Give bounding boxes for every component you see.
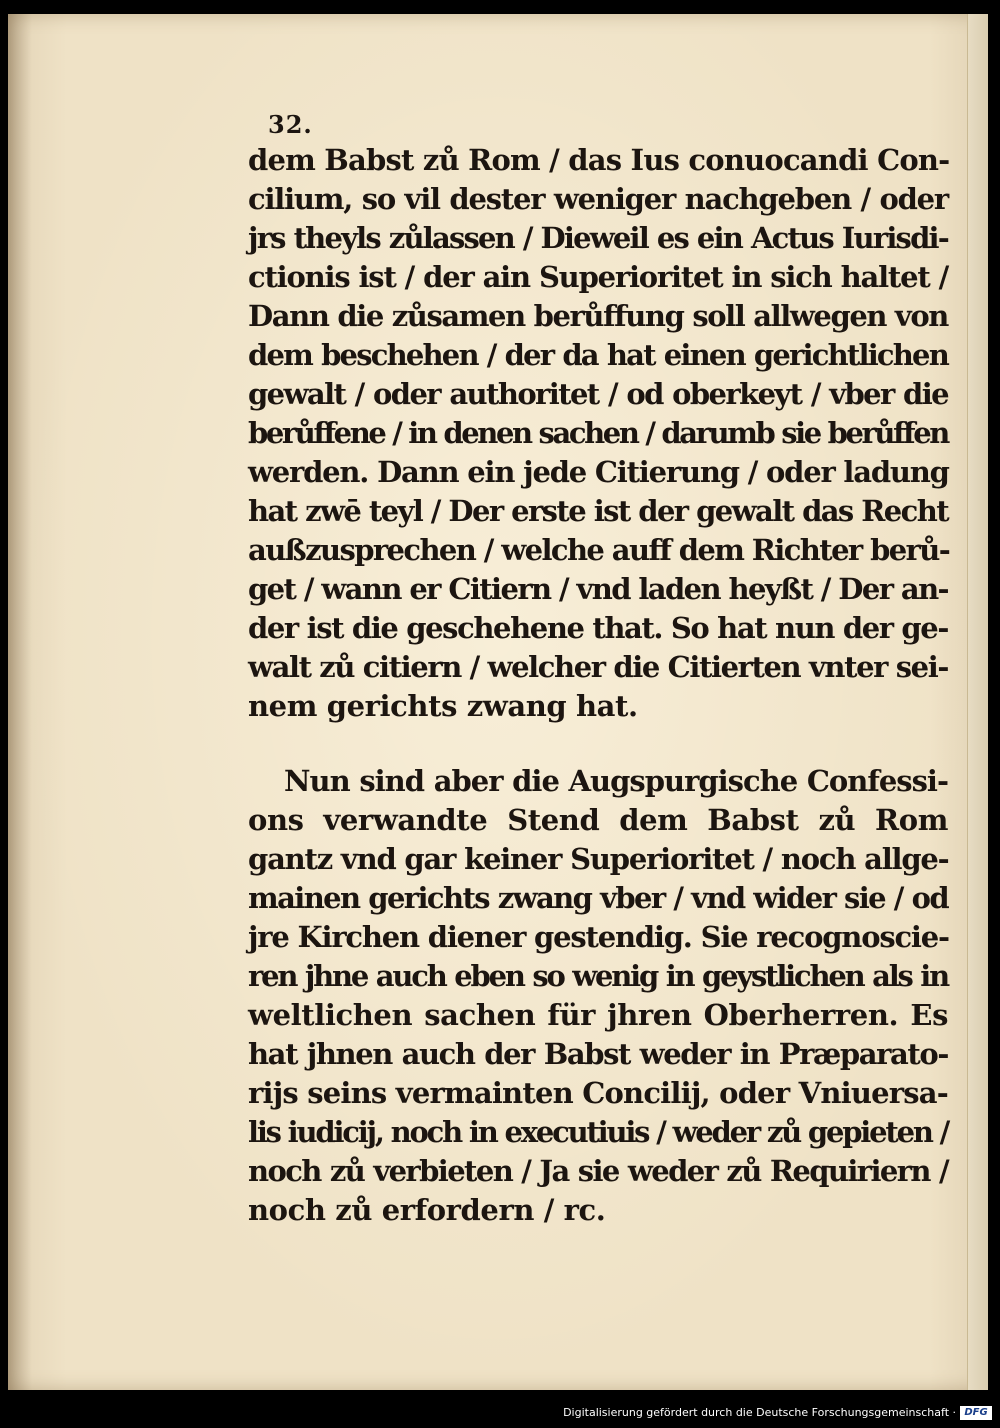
text-line: cilium, so vil dester weniger nachgeben / oder [248, 182, 948, 216]
text-line: ons verwandte Stend dem Babst zů Rom [248, 803, 948, 837]
footer-bar [0, 1398, 1000, 1428]
text-line: ctionis ist / der ain Superioritet in sich haltet / [248, 260, 948, 294]
text-line: nem gerichts zwang hat. [248, 689, 638, 723]
text-line: jre Kirchen diener gestendig. Sie recognoscie- [248, 920, 949, 954]
text-line: walt zů citiern / welcher die Citierten vnter sei- [248, 650, 948, 684]
text-line: gantz vnd gar keiner Superioritet / noch allge- [248, 842, 949, 876]
text-line: weltlichen sachen für jhren Oberherren. Es [248, 998, 948, 1032]
binding-shadow [8, 14, 32, 1390]
dfg-logo-icon: DFG [960, 1406, 992, 1420]
text-line: gewalt / oder authoritet / od oberkeyt / vber die [248, 377, 948, 411]
page-number: 32. [268, 110, 313, 139]
text-line: außzusprechen / welche auff dem Richter berů- [248, 533, 950, 567]
text-line: noch zů erfordern / rc. [248, 1193, 606, 1227]
text-line: Dann die zůsamen berůffung soll allwegen von [248, 299, 948, 333]
page-edge [967, 14, 988, 1390]
text-line: werden. Dann ein jede Citierung / oder ladung [248, 455, 949, 489]
text-line: jrs theyls zůlassen / Dieweil es ein Actus Iurisdi- [248, 221, 948, 255]
text-line: berůffene / in denen sachen / darumb sie berůffen [248, 416, 948, 450]
text-line: der ist die geschehene that. So hat nun der ge- [248, 611, 948, 645]
text-line: lis iudicij, noch in executiuis / weder zů gepieten / [248, 1115, 948, 1149]
text-line: dem Babst zů Rom / das Ius conuocandi Con- [248, 143, 950, 177]
text-line: Nun sind aber die Augspurgische Confessi- [284, 764, 948, 798]
text-line: rijs seins vermainten Concilij, oder Vniuersa- [248, 1076, 948, 1110]
text-line: hat jhnen auch der Babst weder in Præparato- [248, 1037, 948, 1071]
text-line: ren jhne auch eben so wenig in geystlichen als in [248, 959, 948, 993]
text-line: mainen gerichts zwang vber / vnd wider sie / od [248, 881, 948, 915]
text-line: noch zů verbieten / Ja sie weder zů Requiriern / [248, 1154, 948, 1188]
book-page [8, 14, 988, 1390]
text-line: dem beschehen / der da hat einen gerichtlichen [248, 338, 948, 372]
funding-credit: Digitalisierung gefördert durch die Deutsche Forschungsgemeinschaft · [563, 1406, 956, 1419]
text-line: get / wann er Citiern / vnd laden heyßt / Der an- [248, 572, 948, 606]
text-line: hat zwē teyl / Der erste ist der gewalt das Recht [248, 494, 948, 528]
